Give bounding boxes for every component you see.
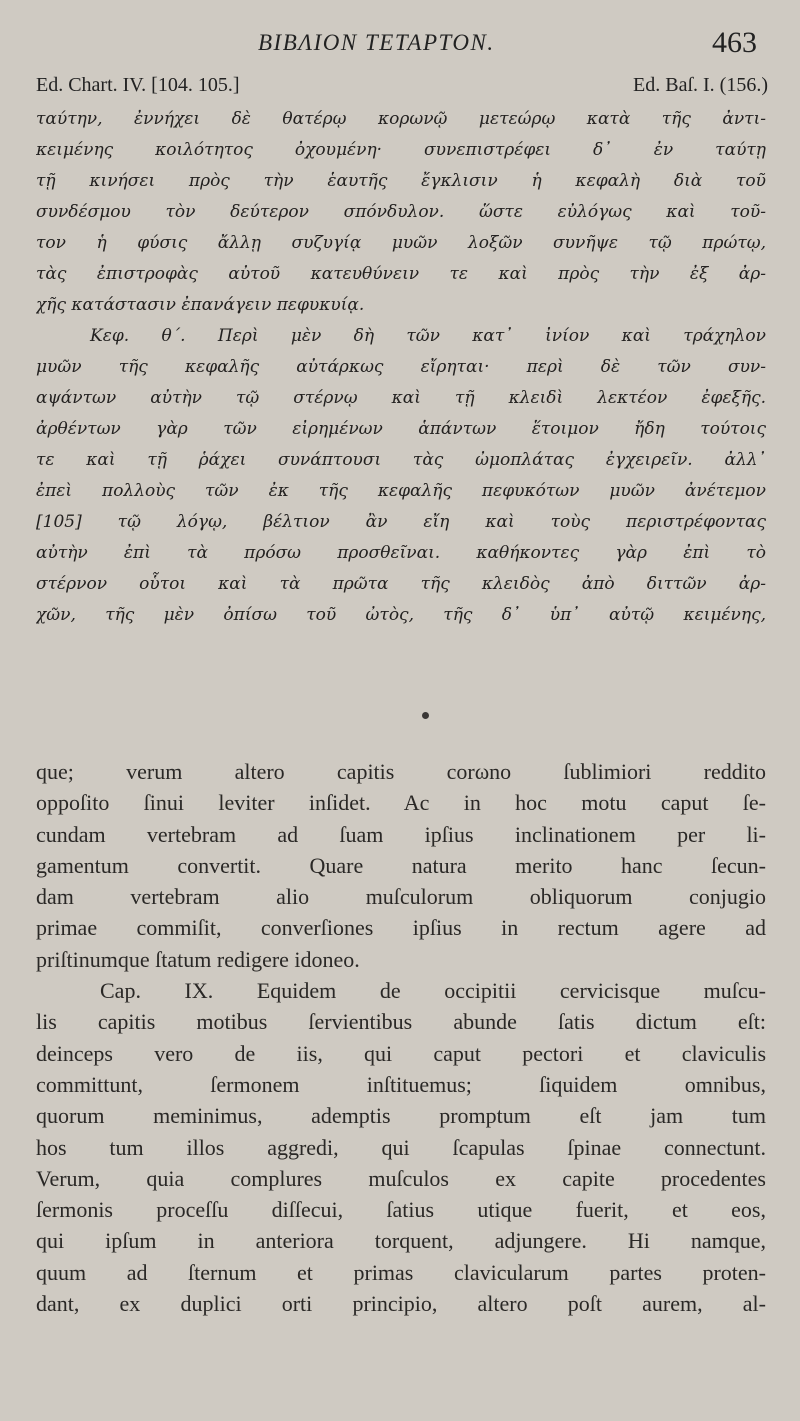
latin-line: dam vertebram alio muſculorum obliquorum conjugio (36, 884, 766, 910)
basel-edition-ref: Ed. Baſ. I. (156.) (633, 74, 768, 96)
greek-line: συνδέσμου τὸν δεύτερον σπόνδυλον. ὥστε εὐλόγως καὶ τοῦ- (36, 202, 766, 222)
latin-line-chapter-heading: Cap. IX. Equidem de occipitii cervicisque muſcu- (100, 978, 766, 1004)
latin-text-block (36, 756, 766, 1319)
greek-line: τῇ κινήσει πρὸς τὴν ἑαυτῆς ἔγκλισιν ἡ κεφαλὴ διὰ τοῦ (36, 171, 766, 191)
footnote-asterisk-mark (422, 712, 429, 719)
greek-line: ἀρθέντων γὰρ τῶν εἰρημένων ἁπάντων ἕτοιμον ἤδη τούτοις (36, 419, 766, 439)
greek-line: ταύτην, ἐννήχει δὲ θατέρῳ κορωνῷ μετεώρῳ κατὰ τῆς ἀντι- (36, 109, 766, 129)
greek-line: τὰς ἐπιστροφὰς αὐτοῦ κατευθύνειν τε καὶ πρὸς τὴν ἐξ ἀρ- (36, 264, 766, 284)
running-title: ΒΙΒΛΙΟΝ ΤΕΤΑΡΤΟΝ. (258, 30, 495, 55)
latin-line: quum ad ſternum et primas clavicularum partes proten- (36, 1259, 766, 1285)
greek-text-block (36, 104, 766, 631)
chartier-edition-ref: Ed. Chart. IV. [104. 105.] (36, 74, 240, 96)
latin-line: committunt, ſermonem inſtituemus; ſiquidem omnibus, (36, 1071, 766, 1097)
greek-line: χῶν, τῆς μὲν ὀπίσω τοῦ ὠτὸς, τῆς δ᾽ ὑπ᾽ αὐτῷ κειμένης, (36, 605, 766, 625)
greek-line: κειμένης κοιλότητος ὀχουμένη· συνεπιστρέφει δ᾽ ἐν ταύτῃ (36, 140, 766, 160)
greek-line: χῆς κατάστασιν ἐπανάγειν πεφυκυίᾳ. (36, 295, 365, 315)
greek-line: στέρνον οὗτοι καὶ τὰ πρῶτα τῆς κλειδὸς ἀπὸ διττῶν ἀρ- (36, 574, 766, 594)
greek-line: μυῶν τῆς κεφαλῆς αὐτάρκως εἴρηται· περὶ δὲ τῶν συν- (36, 357, 766, 377)
latin-line: priſtinumque ſtatum redigere idoneo. (36, 946, 360, 972)
latin-line: gamentum convertit. Quare natura merito hanc ſecun- (36, 852, 766, 878)
greek-line: αψάντων αὐτὴν τῷ στέρνῳ καὶ τῇ κλειδὶ λεκτέον ἐφεξῆς. (36, 388, 766, 408)
latin-line: hos tum illos aggredi, qui ſcapulas ſpinae connectunt. (36, 1134, 766, 1160)
page-number: 463 (712, 26, 757, 59)
greek-line: τε καὶ τῇ ῥάχει συνάπτουσι τὰς ὠμοπλάτας ἐγχειρεῖν. ἀλλ᾽ (36, 450, 766, 470)
edition-references (36, 74, 768, 104)
running-head (0, 26, 800, 66)
latin-line: oppoſito ſinui leviter inſidet. Ac in hoc motu caput ſe- (36, 790, 766, 816)
latin-line: ſermonis proceſſu diſſecui, ſatius utique fuerit, et eos, (36, 1197, 766, 1223)
greek-line: τον ἡ φύσις ἄλλῃ συζυγίᾳ μυῶν λοξῶν συνῆψε τῷ πρώτῳ, (36, 233, 766, 253)
greek-line: αὐτὴν ἐπὶ τὰ πρόσω προσθεῖναι. καθήκοντες γὰρ ἐπὶ τὸ (36, 543, 766, 563)
latin-line: cundam vertebram ad ſuam ipſius inclinationem per li- (36, 821, 766, 847)
latin-line: dant, ex duplici orti principio, altero poſt aurem, al- (36, 1291, 766, 1317)
latin-line: Verum, quia complures muſculos ex capite procedentes (36, 1165, 766, 1191)
greek-line: [105] τῷ λόγῳ, βέλτιον ἂν εἴη καὶ τοὺς περιστρέφοντας (36, 512, 766, 532)
latin-line: quorum meminimus, ademptis promptum eſt jam tum (36, 1103, 766, 1129)
latin-line: lis capitis motibus ſervientibus abunde ſatis dictum eſt: (36, 1009, 766, 1035)
latin-line: primae commiſit, converſiones ipſius in rectum agere ad (36, 915, 766, 941)
latin-line: deinceps vero de iis, qui caput pectori et claviculis (36, 1040, 766, 1066)
greek-line-chapter-heading: Κεφ. θ΄. Περὶ μὲν δὴ τῶν κατ᾽ ἰνίον καὶ τράχηλον (90, 326, 766, 346)
latin-line: qui ipſum in anteriora torquent, adjungere. Hi namque, (36, 1228, 766, 1254)
greek-line: ἐπεὶ πολλοὺς τῶν ἐκ τῆς κεφαλῆς πεφυκότων μυῶν ἀνέτεμον (36, 481, 766, 501)
latin-line: que; verum altero capitis corωno ſublimiori reddito (36, 759, 766, 784)
